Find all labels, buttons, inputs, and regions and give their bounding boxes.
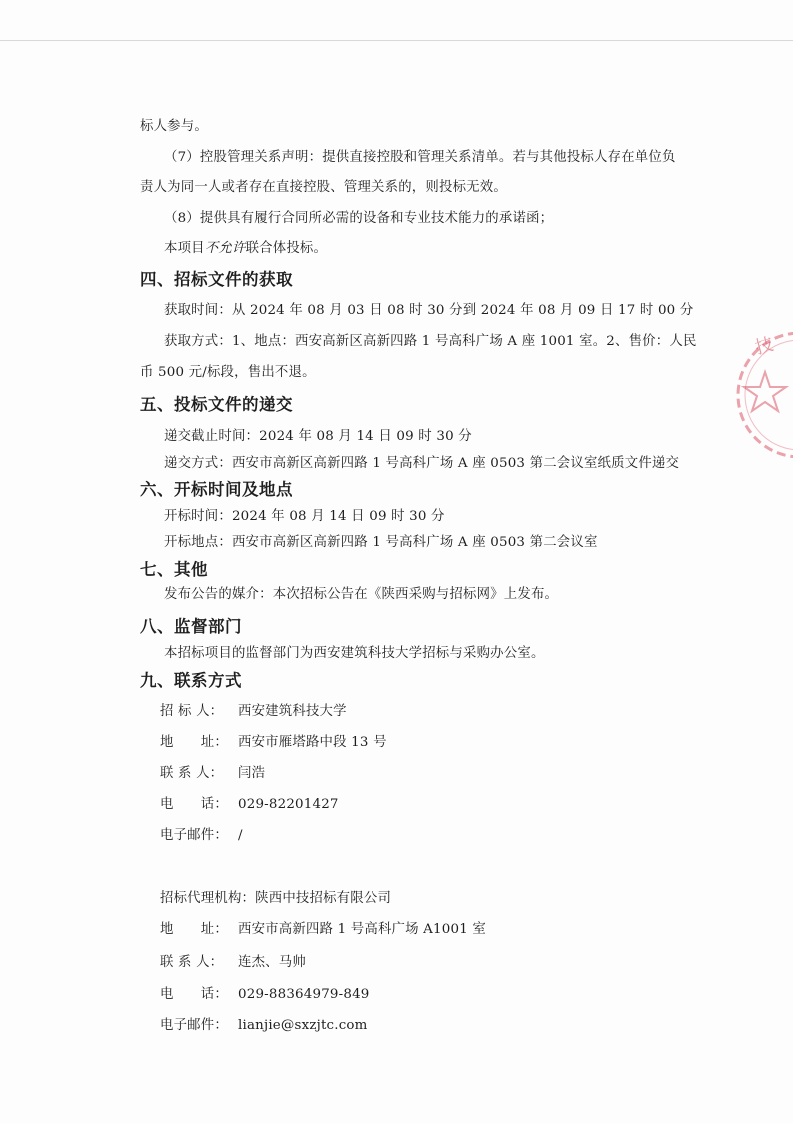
agency-contact: 连杰、马帅 bbox=[238, 955, 306, 970]
opening-place: 开标地点：西安市高新区高新四路 1 号高科广场 A 座 0503 第二会议室 bbox=[164, 535, 598, 550]
section-9-heading: 九、联系方式 bbox=[140, 671, 242, 690]
section-8-heading: 八、监督部门 bbox=[140, 617, 242, 636]
purchaser-contact-row: 联 系 人： 闫浩 bbox=[160, 766, 266, 781]
agency-name-row: 招标代理机构：陕西中技招标有限公司 bbox=[160, 891, 392, 906]
supervision-dept: 本招标项目的监督部门为西安建筑科技大学招标与采购办公室。 bbox=[164, 646, 545, 661]
company-seal-stamp bbox=[725, 320, 793, 470]
acquire-method-line-1: 获取方式：1、地点：西安高新区高新四路 1 号高科广场 A 座 1001 室。2、售价：人民 bbox=[164, 334, 697, 349]
submit-method: 递交方式：西安市高新区高新四路 1 号高科广场 A 座 0503 第二会议室纸质文件递交 bbox=[164, 456, 680, 471]
opening-time: 开标时间：2024 年 08 月 14 日 09 时 30 分 bbox=[164, 509, 445, 524]
item-7-line-1: （7）控股管理关系声明：提供直接控股和管理关系清单。若与其他投标人存在单位负 bbox=[164, 150, 676, 165]
agency-contact-row: 联 系 人： 连杰、马帅 bbox=[160, 955, 306, 970]
purchaser-contact: 闫浩 bbox=[238, 766, 266, 781]
agency-address: 西安市高新四路 1 号高科广场 A1001 室 bbox=[238, 922, 486, 937]
section-6-heading: 六、开标时间及地点 bbox=[140, 480, 293, 499]
acquire-time: 获取时间：从 2024 年 08 月 03 日 08 时 30 分到 2024 年 08 月 09 日 17 时 00 分 bbox=[164, 303, 694, 318]
agency-email: lianjie@sxzjtc.com bbox=[238, 1018, 368, 1033]
publication-media: 发布公告的媒介：本次招标公告在《陕西采购与招标网》上发布。 bbox=[164, 587, 559, 602]
consortium-note: 本项目不允许联合体投标。 bbox=[164, 241, 328, 256]
consortium-emphasis: 不允许 bbox=[204, 241, 246, 256]
purchaser-phone-row: 电 话： 029-82201427 bbox=[160, 797, 339, 812]
agency-email-row: 电子邮件： lianjie@sxzjtc.com bbox=[160, 1018, 368, 1033]
section-7-heading: 七、其他 bbox=[140, 560, 208, 579]
item-8: （8）提供具有履行合同所必需的设备和专业技术能力的承诺函； bbox=[164, 211, 554, 226]
agency-phone-row: 电 话： 029-88364979-849 bbox=[160, 987, 370, 1002]
section-5-heading: 五、投标文件的递交 bbox=[140, 395, 293, 414]
section-4-heading: 四、招标文件的获取 bbox=[140, 270, 293, 289]
page-top-rule bbox=[0, 40, 793, 41]
purchaser-email: / bbox=[238, 828, 243, 843]
seal-char: 技 bbox=[752, 333, 776, 359]
purchaser-email-row: 电子邮件： / bbox=[160, 828, 243, 843]
acquire-method-line-2: 币 500 元/标段，售出不退。 bbox=[140, 365, 316, 380]
intro-continuation: 标人参与。 bbox=[140, 119, 208, 134]
purchaser-name: 西安建筑科技大学 bbox=[238, 704, 347, 719]
agency-name: 陕西中技招标有限公司 bbox=[255, 891, 392, 906]
purchaser-address-row: 地 址： 西安市雁塔路中段 13 号 bbox=[160, 735, 387, 750]
submit-deadline: 递交截止时间：2024 年 08 月 14 日 09 时 30 分 bbox=[164, 429, 472, 444]
purchaser-address: 西安市雁塔路中段 13 号 bbox=[238, 735, 387, 750]
purchaser-phone: 029-82201427 bbox=[238, 797, 339, 812]
agency-phone: 029-88364979-849 bbox=[238, 987, 370, 1002]
agency-address-row: 地 址： 西安市高新四路 1 号高科广场 A1001 室 bbox=[160, 922, 486, 937]
item-7-line-2: 责人为同一人或者存在直接控股、管理关系的，则投标无效。 bbox=[140, 180, 507, 195]
purchaser-name-row: 招 标 人： 西安建筑科技大学 bbox=[160, 704, 347, 719]
